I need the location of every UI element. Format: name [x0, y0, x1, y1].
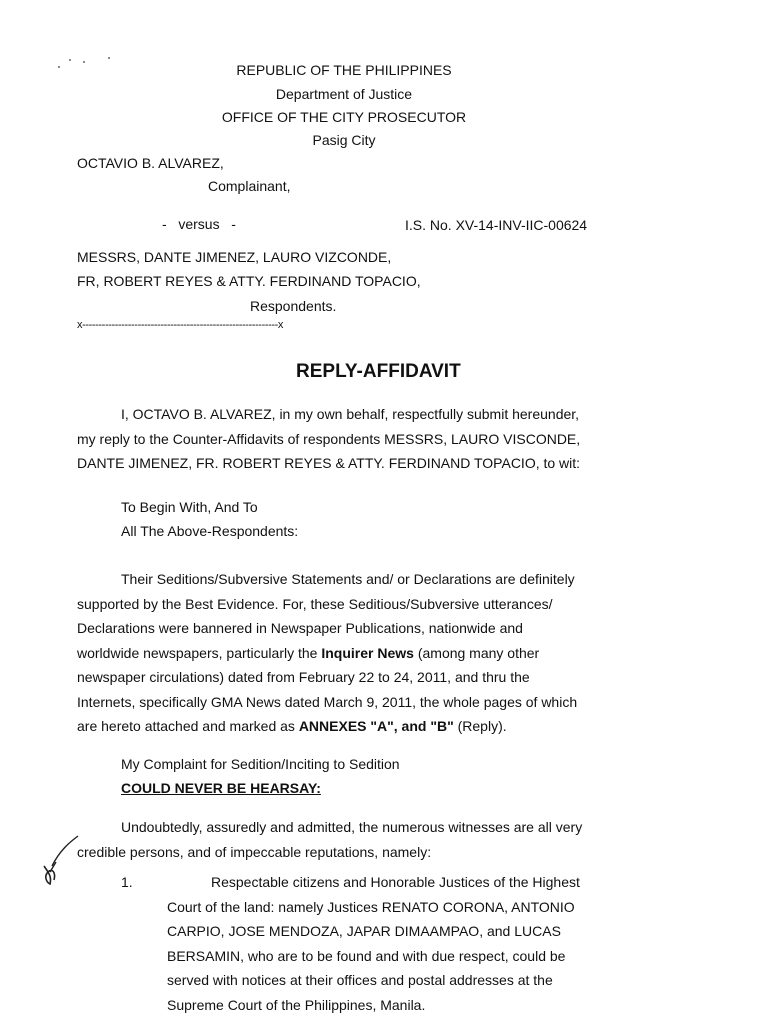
item1-text [167, 870, 580, 1017]
intro-line: my reply to the Counter-Affidavits of respondents MESSRS, LAURO VISCONDE, [77, 430, 581, 447]
document-title: REPLY-AFFIDAVIT [296, 361, 461, 382]
scan-speck [108, 57, 110, 59]
section1-heading-line1: To Begin With, And To [121, 499, 258, 515]
item1-line: served with notices at their offices and postal addresses at the [167, 972, 553, 988]
intro-paragraph [77, 402, 580, 476]
respondents-line2: FR, ROBERT REYES & ATTY. FERDINAND TOPACIO, [77, 273, 421, 289]
header-office: OFFICE OF THE CITY PROSECUTOR [221, 109, 467, 125]
versus-label: - versus - [162, 216, 236, 232]
evidence-paragraph [77, 567, 577, 739]
evidence-line: Declarations were bannered in Newspaper Publications, nationwide and [77, 620, 523, 636]
complainant-role: Complainant, [208, 178, 291, 194]
header-city: Pasig City [312, 132, 376, 148]
evidence-line [77, 641, 577, 666]
intro-line: I, OCTAVO B. ALVAREZ, in my own behalf, respectfully submit hereunder, [121, 406, 580, 422]
evidence-line: Their Seditions/Subversive Statements and/ or Declarations are definitely [121, 571, 575, 587]
witnesses-line: credible persons, and of impeccable reputations, namely: [77, 843, 432, 860]
header-republic: REPUBLIC OF THE PHILIPPINES [236, 62, 452, 78]
witnesses-paragraph [77, 815, 582, 864]
evidence-line [77, 714, 577, 739]
witnesses-line: Undoubtedly, assuredly and admitted, the numerous witnesses are all very [121, 819, 583, 835]
intro-line: DANTE JIMENEZ, FR. ROBERT REYES & ATTY. FERDINAND TOPACIO, to wit: [77, 455, 581, 471]
section1-heading-line2: All The Above-Respondents: [121, 523, 299, 539]
item1-line: Respectable citizens and Honorable Justices of the Highest [211, 874, 580, 890]
case-number: I.S. No. XV-14-INV-IIC-00624 [405, 217, 588, 233]
evidence-text: (Reply). [453, 718, 507, 734]
complainant-name: OCTAVIO B. ALVAREZ, [77, 155, 224, 171]
section2-heading-line2: COULD NEVER BE HEARSAY: [121, 780, 321, 796]
evidence-line: supported by the Best Evidence. For, these Seditious/Subversive utterances/ [77, 595, 553, 612]
respondents-role: Respondents. [250, 298, 337, 314]
item1-line: Court of the land: namely Justices RENATO CORONA, ANTONIO [167, 898, 575, 915]
evidence-line: Internets, specifically GMA News dated March 9, 2011, the whole pages of which [77, 693, 578, 710]
evidence-text: (among many other [413, 644, 540, 661]
handwritten-initials-icon [30, 832, 90, 892]
inquirer-news-label: Inquirer News [321, 644, 414, 661]
evidence-text: worldwide newspapers, particularly the [77, 644, 322, 661]
item1-line: BERSAMIN, who are to be found and with due respect, could be [167, 947, 566, 964]
respondents-line1: MESSRS, DANTE JIMENEZ, LAURO VIZCONDE, [77, 249, 392, 265]
scan-speck [69, 59, 71, 61]
header-department: Department of Justice [275, 86, 413, 102]
item1-number: 1. [121, 874, 133, 890]
caption-separator: x------------------------------------------------------------x [77, 319, 283, 331]
item1-line: Supreme Court of the Philippines, Manila. [167, 996, 426, 1013]
annexes-label: ANNEXES "A", and "B" [298, 718, 454, 734]
section2-heading-line1: My Complaint for Sedition/Inciting to Sedition [121, 756, 400, 772]
evidence-text: are hereto attached and marked as [77, 718, 299, 734]
item1-line: CARPIO, JOSE MENDOZA, JAPAR DIMAAMPAO, and LUCAS [167, 923, 561, 939]
evidence-line: newspaper circulations) dated from February 22 to 24, 2011, and thru the [77, 669, 530, 685]
